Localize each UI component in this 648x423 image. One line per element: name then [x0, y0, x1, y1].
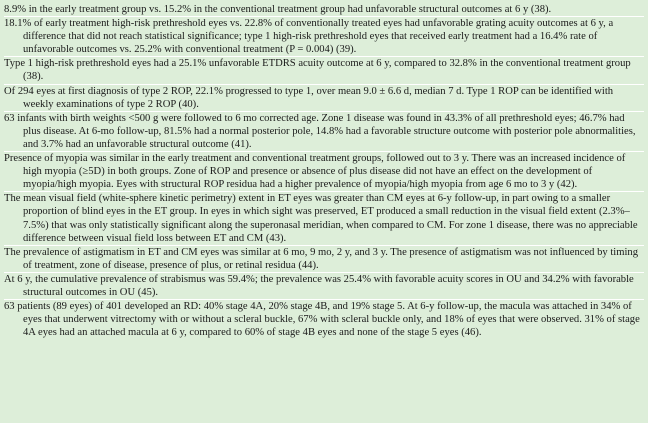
finding-entry-1: 8.9% in the early treatment group vs. 15.2% in the conventional treatment group had unfavorable structural outcomes at 6 y (38).: [4, 3, 644, 17]
finding-entry-5: 63 infants with birth weights <500 g were followed to 6 mo corrected age. Zone 1 disease was found in 43.3% of all prethreshold eyes; 46.7% had plus disease. At 6-mo follow-up, 81.5% had a normal posterior pole, 14.8% had a favorable structure outcome with posterior pole abnormalities, and 3.7% had an unfavorable structural outcome (41).: [4, 112, 644, 152]
finding-entry-6: Presence of myopia was similar in the early treatment and conventional treatment groups, followed out to 3 y. There was an increased incidence of high myopia (≥5D) in both groups. Zone of ROP and presence or absence of plus disease did not have an effect on the development of myopia/high myopia. Eyes with structural ROP residua had a higher prevalence of myopia/high myopia from age 6 mo to 3 y (42).: [4, 152, 644, 192]
finding-entry-8: The prevalence of astigmatism in ET and CM eyes was similar at 6 mo, 9 mo, 2 y, and 3 y. The presence of astigmatism was not influenced by timing of treatment, zone of disease, presence of plus, or retinal residua (44).: [4, 246, 644, 273]
finding-entry-4: Of 294 eyes at first diagnosis of type 2 ROP, 22.1% progressed to type 1, over mean 9.0 ± 6.6 d, median 7 d. Type 1 ROP can be identified with weekly examinations of type 2 ROP (40).: [4, 85, 644, 112]
finding-entry-9: At 6 y, the cumulative prevalence of strabismus was 59.4%; the prevalence was 25.4% with favorable acuity scores in OU and 34.2% with favorable structural outcomes in OU (45).: [4, 273, 644, 300]
finding-entry-7: The mean visual field (white-sphere kinetic perimetry) extent in ET eyes was greater than CM eyes at 6-y follow-up, in part owing to a smaller proportion of blind eyes in the ET group. In eyes in which sight was preserved, ET produced a small reduction in the visual field extent (2.3%–7.5%) that was only statistically significant along the superonasal meridian, when compared to CM. For zone 1 disease, there was no appreciable difference between visual field loss between ET and CM (43).: [4, 192, 644, 245]
finding-entry-10: 63 patients (89 eyes) of 401 developed an RD: 40% stage 4A, 20% stage 4B, and 19% stage 5. At 6-y follow-up, the macula was attached in 34% of eyes that underwent vitrectomy with or without a scleral buckle, 67% with scleral buckle only, and 18% of eyes that were observed. 31% of stage 4A eyes had an attached macula at 6 y, compared to 60% of stage 4B eyes and none of the stage 5 eyes (46).: [4, 301, 640, 339]
finding-entry-3: Type 1 high-risk prethreshold eyes had a 25.1% unfavorable ETDRS acuity outcome at 6 y, compared to 32.8% in the conventional treatment group (38).: [4, 57, 644, 84]
finding-entry-2: 18.1% of early treatment high-risk prethreshold eyes vs. 22.8% of conventionally treated eyes had unfavorable grating acuity outcomes at 6 y, a difference that did not reach statistical significance; type 1 high-risk prethreshold eyes that received early treatment had a 16.4% rate of unfavorable outcomes vs. 25.2% with conventional treatment (P = 0.004) (39).: [4, 17, 644, 57]
